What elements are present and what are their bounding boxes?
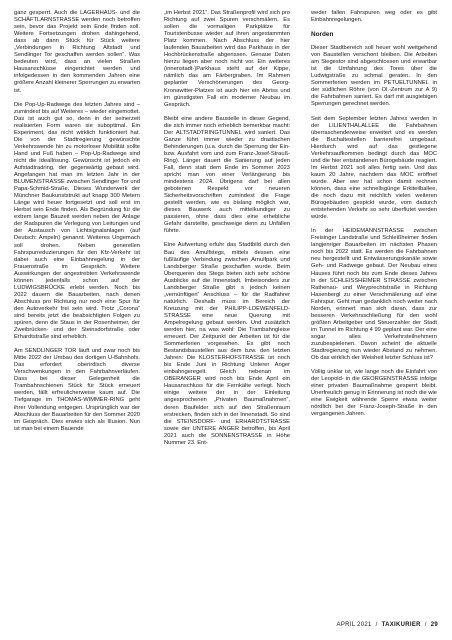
footer-separator: / xyxy=(375,622,378,628)
text-column-2 xyxy=(164,10,290,454)
paragraph: In der HEIDEMANNSTRASSE zwischen Freisinger Landstraße und Schleißheimer finden langjenriger Bauarbeiten im nächsten Phasen noch bis 2022 statt. Es werden die Fahrbahnen neu hergestellt und Entwässerungskanäle sowie Geh- und Radwege gebaut. Der Neubau eines Hauses führt noch bis zum Ende dieses Jahres in der SCHLEISSHEIMER STRASSE zwischen Rathenau- und Weyprechtstraße in Richtung Hasenbergl zu einer Verschmälerung auf eine Fahrspur. Geht man gedanklich noch weiter nach Norden, erinnert man sich daran, dass zur besseren Verkehrsschließung für den wohl größten Arbeitgeber und Steuerzahler der Stadt im Tunnel im Richtung 4 99 geplant war. Der eine sogar alles Verkehrsteilnehmern zuzubespielenen. Davon scheint die aktuelle Stadtregierung nun wieder Abstand zu nehmen. Ob das wirklich der Weisheit letzter Schluss ist? xyxy=(311,228,437,362)
paragraph: Völlig unklar ist, wie lange noch die Einfahrt von der Leopold- in die GEORGENSTRASSE infolge einer privaten Baumaßnahme gesperrt bleibt. Unerfreulich genug in Erinnerung ist noch die wie eine Ewigkeit währende Sperre etwas weiter nördlich bei der Franz-Joseph-Straße in den vergangenen Jahren. xyxy=(311,369,437,418)
issue-date: APRIL 2021 xyxy=(336,622,372,628)
section-heading: Norden xyxy=(311,31,334,39)
paragraph: ganz gesperrt. Auch die LAGERHAUS- und die SCHÄFTLARNSTRASSE werden noch betroffen sein, bevor das Projekt sein Ende finden soll. Weitere Fortsetzungen drohen dahingehend, dass ab dann Stück für Stück weitere „Verbindungen in Richtung Altstadt und Sendlinger Tor geschaffen werden sollen“. Was bedeuten wird, dass an vielen Straßen Hausanschlüsse eingerichtet werden und infolgedessen in den kommenden Jahren eine größere Anzahl kleinerer Sperrungen zu erwarten ist. xyxy=(14,10,140,94)
text-column-1 xyxy=(14,10,140,440)
paragraph: Die Pop-Up-Radwege des letzten Jahres sind – zumindest bis auf Weiteres – wieder eingemottet. Das ist auch gut so, denn in der seinerzeit realisierten Form waren sie suboptimal. Ein Experiment, das nicht wirklich funktioniert hat. Die von der Stadtregierung gewünschte Verkehrswende hin zu motorloser Mobilität sollte Hand und Fuß haben – Pop-Up-Radwege sind nicht die Ideallösung. Gewünscht ist jedoch ein Aufstadtradring, der gegenwärtig gebaut wird. Angefangen hat man im letzten Jahr in der BLUMENSTRASSE zwischen Sendlinger Tor und Papa-Schmid-Straße. Dieses Wunderwerk der Münchner Baukunststrukt auf knapp 300 Metern Länge wird heuer fortgesetzt und soll erst im Herbst sein Ende finden. Als Begründung für die extrem lange Bauzeit werden neben der Anlage der Radspuren die Verlegung von Leitungen und der Austausch von Lichtsignalanlagen (auf Deutsch: Ampeln) genannt. Weiteres Ungemach soll drohen. Neben generellen Fahrspurreduzierungen für den Kfz-Verkehr ist dabei auch eine Einbahnregelung in der Frauenstraße im Gespräch. Weitere Auswirkungen der angestrebten Verkehrswende können jedenfalls schon auf der LUDWIGSBRÜCKE erlebt werden. Noch bis 2022 dauern die Bauarbeiten, nach denen Abschluss pro Richtung nur noch eine Spur für den Autoverkehr frei sein wird. Trotz „Corona“ sind bereits jetzt die beabsichtigten Folgen zu spüren, denn die Staus in der Rosenheimer, der Zweibrücken- und der Steinsdorfstraße oder Erhardtstraße sind erheblich. xyxy=(14,101,140,341)
text-column-3 xyxy=(311,10,437,425)
footer-separator: / xyxy=(424,622,427,628)
paragraph: Dieser Stadtbereich soll heuer wohl weitgehend von Baustellen verschont bleiben. Die Arbeiten am Siegestor sind abgeschlossen und erwartbar ist die Umfahrung des Tores über die Ludwigstraße zu schmal geraten. In den Sommerferien werden im PETUELTUNNEL in der südlichen Röhre (von Ol.-Zentrum zur A 9) die Fahrbahnen saniert. Es darf mit ausgiebigen Sperrungen gerechnet werden. xyxy=(311,45,437,108)
paragraph: Seit dem September letzten Jahres werden in der LILIENTHALALLEE die Fahrbahnen überraschenderweise erweitert und es werden die Buchaltestellen barrierefrei umgebaut. Hierdurch wird auf das gestiegene Verkehrsaufkommen bedingt durch das MOC und die hier entstandenen Bürogebäude reagiert. Im Herbst 2021 soll alles fertig sein. Und das kaum 20 Jahre, nachdem das MOC eröffnet wurde. Aber wer hat schon damit rechnen können, dass eine schnellsgünge Erkiteilballee, die noch dazu mit reichlich vielen weiteren Bürogebäuden gespickt wurde, vom dadurch entstehenden Verkehr so sehr überflutet werden würde. xyxy=(311,115,437,221)
paragraph: Eine Aufwertung erfuhr das Stadtbild durch den Bau des Amulfstegs, mittels dessen eine fußläufige Verbindung zwischen Arnulfpark und Landsberger Straße geschaffen wurde. Beim Überqueren des Stegs bieten sich sehr schöne Ausblicke auf die Innenstadt. Imbeisonders zur Landsberger Straße gibt s jedoch keinen „vernünftigen“ Anschluss – für die Radfahrer natürlich. Deshalb muss im Bereich der Kreuzung mit der PHILIPP-LOEWENFELD-STRASSE eine neue Querung mit Ampelregelung gebaut werden. Und zusätzlich werden hier, na was wohl: Die Trambahngleise erneuert. Der Zeitpunkt der Arbeiten ist für die Sommerferien vorgesehen. Es gibt noch Bestandsbaustellen aus dem bzw. den letzten Jahren: Die KLOSTERHOFSTRASSE ist noch bis Ende Juni in Richtung Unterer Anger einbahngeregelt. Gleich nebenan im OBERANGER wird noch bis Ende April ein Hausanschluss für die Fernkälte verlegt. Noch einige weitere der in der Einleitung angesprochenen „Privaten Baumaßnahmen“, deren Baufelder sich auf den Straßenraum erstrecken, finden sich in der Innenstadt. So sind die STEINSDORF- und ERHARDTSTRASSE sowie der UNTERE ANGER betroffen, bis April 2021 auch die SONNENSTRASSE in Höhe Nummer 23. Ent- xyxy=(164,242,290,446)
paragraph: Am SENDLINGER TOR läuft und zwar noch bis Mitte 2022 der Umbau des dortigen U-Bahnhofs. Das erfordert oberirdisch diverse Verschwenkungen in den Fahrbahnverläufen. Dass bei dieser Gelegenheit die Trambahnschienen Stück für Stück erneuert werden, fällt erfreulicherweise kaum auf. Die Tiefgarage im THOMAS-WIMMER-RING geht ihrer Vollendung entgegen. Ursprünglich war der Abschluss der Bauarbeiten für den Sommer 2020 im Gespräch. Dies erwies sich als Illusion. Nun ist man bei einem Bauende xyxy=(14,348,140,432)
magazine-name: TAXIKURIER xyxy=(381,622,421,628)
paragraph: Bleibt eine andere Baustelle in dieser Gegend, die sich immer noch erheblich bemerkbar macht: Der ALTSTADTRINGTUNNEL wird saniert. Das Ganze führt immer wieder zu drastischen Behinderungen (u.a. durch die Sperrung der Ein- bzw. Ausfahrt vom und zum Franz-Josef-Strauß-Ring). Länger dauert die Sanierung auf jeden Fall, denn statt dem Ende im Sommer 2023 spricht man von einer Verlängerung bis mindestens 2024. Übrigens darf bei allen gebotenen Respekt vor neueren Sicherheitsvorschriften zumindest die Frage gestellt werden, wie es bislang möglich war, dieses Bauwerk auch mittelkundiger zu passieren, ohne dass dies eine erhebliche Gefahr darstellte, geschweige denn zu Unfällen führte. xyxy=(164,115,290,235)
paragraph: „im Herbst 2021“. Das Straßenprofil wird sich pro Richtung auf zwei Spuren verschmälern. Es sollen die vormaligen Parkplätze für Touristenbusse wieder auf ihren angestammten Platz kommen. Nach Abschluss der hier laufenden Bauarbeiten wird das Parkhaus in der Hochbrückenstraße abgerissen. Genaue Daten hierzu liegen aber noch nicht vor. Ein weiteres (innenstadt-)Parkhaus steht auf der Kippe, nämlich das am Färbergraben. Im Rahmen geplanter Verschönerungen des Georg-Kronawitter-Platzes ist auch hier ein Abriss und im günstigsten Fall ein moderner Neubau im Gespräch. xyxy=(164,10,290,108)
page-number: 29 xyxy=(430,622,438,628)
paragraph: weder fallen Fahrspuren weg oder es gibt Einbahnregelungen. xyxy=(311,10,437,24)
page-footer xyxy=(337,622,438,628)
